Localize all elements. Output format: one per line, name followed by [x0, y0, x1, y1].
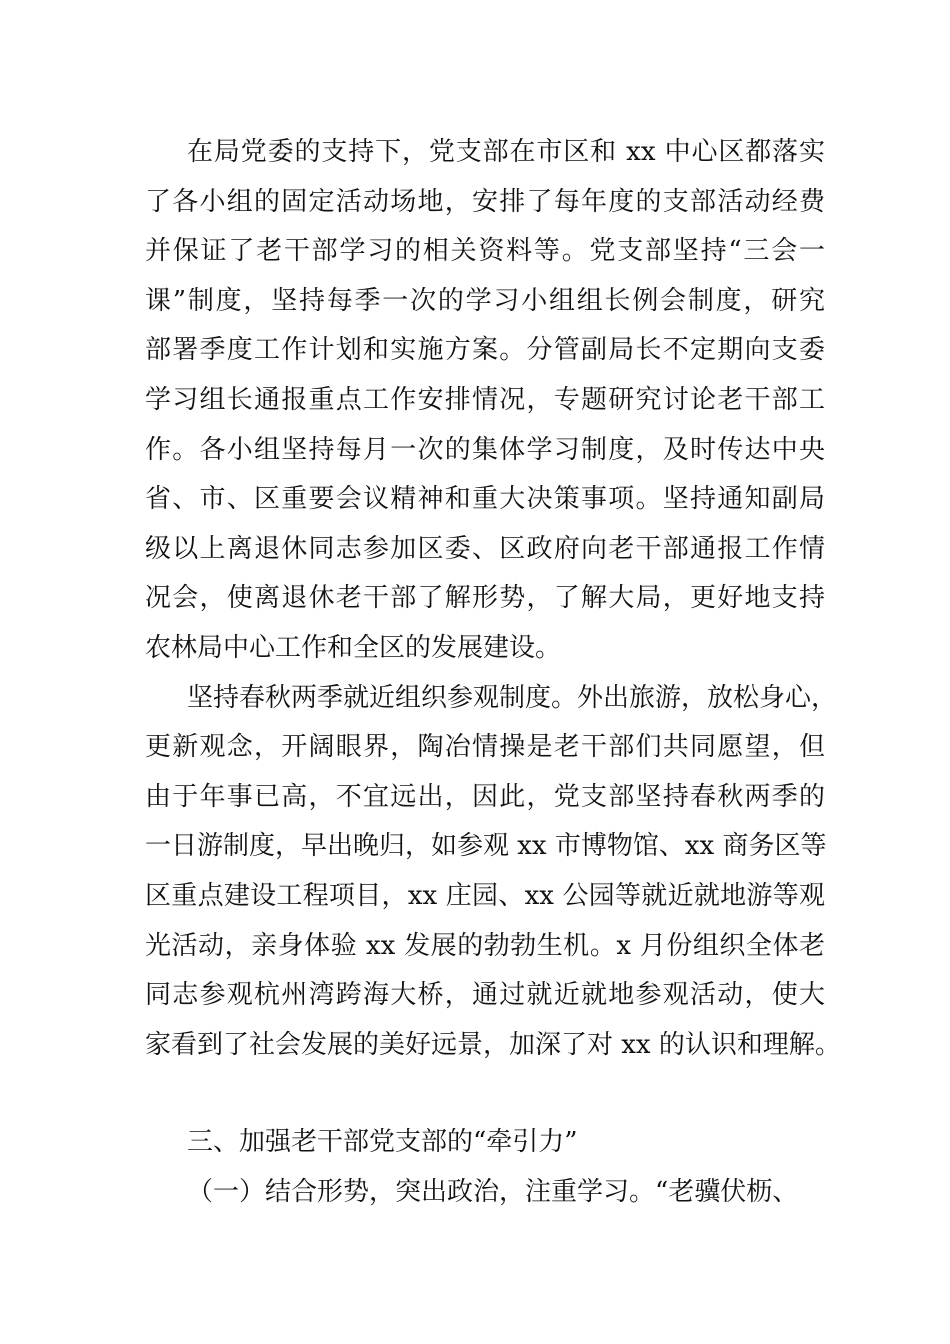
paragraph-1-line: 部署季度工作计划和实施方案。分管副局长不定期向支委: [145, 335, 825, 366]
paragraph-1-line: 省、市、区重要会议精神和重大决策事项。坚持通知副局: [145, 484, 825, 515]
paragraph-1-line: 作。各小组坚持每月一次的集体学习制度，及时传达中央: [145, 434, 825, 465]
section-spacer: [145, 1070, 825, 1118]
paragraph-2-line: 同志参观杭州湾跨海大桥，通过就近就地参观活动，使大: [145, 980, 825, 1011]
paragraph-2-line: 家看到了社会发展的美好远景，加深了对 xx 的认识和理解。: [145, 1029, 841, 1060]
paragraph-2-line: 更新观念，开阔眼界，陶冶情操是老干部们共同愿望，但: [145, 732, 825, 763]
paragraph-1-line: 级以上离退休同志参加区委、区政府向老干部通报工作情: [145, 533, 825, 564]
paragraph-1-line: 并保证了老干部学习的相关资料等。党支部坚持“三会一: [145, 236, 825, 267]
paragraph-2-line: 光活动，亲身体验 xx 发展的勃勃生机。x 月份组织全体老: [145, 930, 825, 961]
paragraph-2-line: 坚持春秋两季就近组织参观制度。外出旅游，放松身心，: [187, 682, 838, 713]
paragraph-1-line: 课”制度，坚持每季一次的学习小组组长例会制度，研究: [145, 285, 825, 316]
paragraph-1-line: 农林局中心工作和全区的发展建设。: [145, 632, 562, 663]
subsection-heading-line: （一）结合形势，突出政治，注重学习。“老骥伏枥、: [187, 1176, 799, 1207]
paragraph-1-line: 况会，使离退休老干部了解形势，了解大局，更好地支持: [145, 583, 825, 614]
paragraph-2-line: 区重点建设工程项目，xx 庄园、xx 公园等就近就地游等观: [145, 880, 825, 911]
document-body: [145, 128, 841, 1217]
paragraph-2-line: 由于年事已高，不宜远出，因此，党支部坚持春秋两季的: [145, 781, 825, 812]
paragraph-1-line: 在局党委的支持下，党支部在市区和 xx 中心区都落实: [187, 137, 825, 167]
paragraph-1: [145, 128, 825, 674]
section-heading: 三、加强老干部党支部的“牵引力”: [187, 1127, 578, 1158]
paragraph-1-line: 学习组长通报重点工作安排情况，专题研究讨论老干部工: [145, 384, 825, 415]
paragraph-2-line: 一日游制度，早出晚归，如参观 xx 市博物馆、xx 商务区等: [145, 831, 827, 862]
paragraph-2: [145, 674, 841, 1071]
paragraph-1-line: 了各小组的固定活动场地，安排了每年度的支部活动经费: [145, 186, 825, 217]
